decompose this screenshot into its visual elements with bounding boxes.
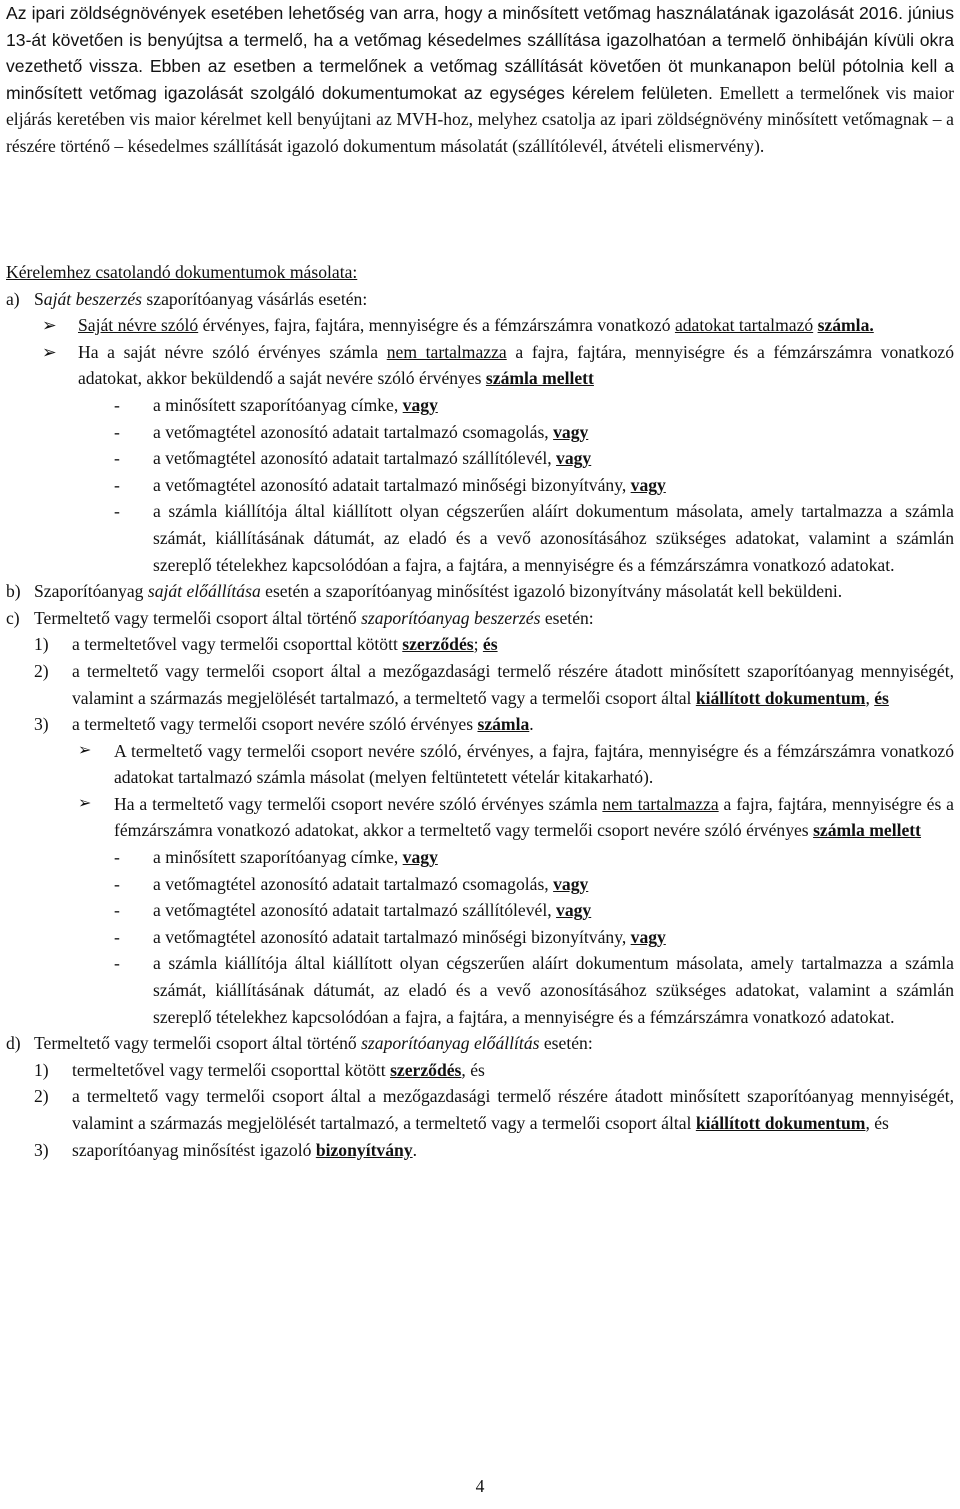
dash-item — [6, 392, 954, 419]
dash-or: vagy — [630, 474, 666, 495]
section-b-label: b) — [6, 581, 21, 602]
section-c-bullet-2 — [6, 791, 954, 844]
item-text — [72, 1083, 954, 1136]
item-and: és — [874, 687, 889, 708]
section-c-bullet-2-text — [114, 791, 954, 844]
dash-bullet: - — [114, 421, 120, 442]
dash-bullet: - — [114, 953, 120, 974]
dash-item-text — [153, 445, 954, 472]
section-c-item-3 — [6, 711, 954, 738]
item-underlined: szerződés — [390, 1059, 462, 1080]
dash-text: a minősített szaporítóanyag címke, — [153, 394, 403, 415]
bullet-text: érvényes, fajra, fajtára, mennyiségre és a fémzárszámra vonatkozó — [198, 315, 675, 336]
dash-or: vagy — [553, 873, 589, 894]
item-after: , és — [865, 1113, 889, 1133]
dash-text: a vetőmagtétel azonosító adatait tartalmazó minőségi bizonyítvány, — [153, 926, 631, 947]
section-b-text — [34, 578, 954, 605]
bullet-underlined: nem tartalmazza — [386, 341, 507, 362]
bullet-bold-underlined: számla. — [817, 315, 874, 336]
item-underlined: kiállított dokumentum — [695, 687, 866, 708]
section-a-bullet-2 — [6, 339, 954, 392]
section-c-item-1 — [6, 631, 954, 658]
item-underlined: kiállított dokumentum — [695, 1113, 866, 1133]
item-plain: a termeltető vagy termelői csoport által a mezőgazdasági termelő részére átadott minősített szaporítóanyag mennyiségét, valamint a származás megjelölését tartalmazó, a termeltető vagy a termelői csoport által — [72, 660, 954, 708]
item-text — [72, 631, 954, 658]
item-number: 1) — [34, 1059, 49, 1080]
item-after: . — [529, 714, 534, 735]
section-c-bullet-1-text: A termeltető vagy termelői csoport nevére szóló, érvényes, a fajra, fajtára, mennyiségre és a fémzárszámra vonatkozó adatokat tartalmazó számla másolat (melyen feltüntetett vételár kitakarható). — [114, 740, 954, 788]
section-b-italic: saját előállítása — [147, 581, 261, 602]
bullet-text: Ha a termeltető vagy termelői csoport nevére szóló érvényes számla — [114, 793, 603, 814]
arrow-bullet-icon: ➢ — [78, 794, 92, 812]
dash-text: a vetőmagtétel azonosító adatait tartalmazó csomagolás, — [153, 873, 554, 894]
dash-bullet: - — [114, 873, 120, 894]
bullet-text: a fajra, fajtára, mennyiségre és a fémzárszámra vonatkozó adatokat, akkor a termeltető vagy termelői csoport nevére szóló érvényes — [114, 793, 954, 841]
dash-item-text — [153, 392, 954, 419]
required-documents-section — [6, 259, 954, 1163]
bullet-text: Ha a saját névre szóló érvényes számla — [78, 341, 387, 362]
section-a-text — [34, 286, 954, 313]
section-d-item-1 — [6, 1057, 954, 1084]
item-plain: szaporítóanyag minősítést igazoló — [72, 1139, 316, 1160]
dash-item-text — [153, 950, 954, 1030]
bullet-underlined: adatokat tartalmazó — [674, 315, 814, 336]
section-a-italic: aját beszerzés — [43, 288, 143, 309]
dash-item — [6, 498, 954, 578]
bullet-underlined: nem tartalmazza — [602, 793, 719, 814]
dash-item — [6, 419, 954, 446]
item-text — [72, 658, 954, 711]
item-number: 3) — [34, 714, 49, 735]
item-text — [72, 711, 954, 738]
item-plain: a termeltető vagy termelői csoport által a mezőgazdasági termelő részére átadott minősített szaporítóanyag mennyiségét, valamint a származás megjelölését tartalmazó, a termeltető vagy a termelői csoport által — [72, 1086, 954, 1133]
section-d-t2: esetén: — [539, 1033, 593, 1054]
dash-text: a minősített szaporítóanyag címke, — [153, 847, 403, 868]
section-a-rest: szaporítóanyag vásárlás esetén: — [142, 288, 368, 309]
intro-text — [6, 0, 954, 160]
page-number: 4 — [475, 1476, 485, 1496]
section-c-t2: esetén: — [540, 607, 594, 628]
dash-or: vagy — [630, 926, 666, 947]
section-c-text — [34, 605, 954, 632]
dash-text: a számla kiállítója által kiállított olyan cégszerűen aláírt dokumentum másolata, amely tartalmazza a számla számát, kiállításának dátumát, az eladó és a vevő azonosításához szükséges adatokat, valamint a számlán szereplő tételekhez kapcsolódóan a fajra, a fajtára, a mennyiségre és a fémzárszámra vonatkozó adatokat. — [153, 501, 954, 575]
arrow-bullet-icon: ➢ — [42, 341, 57, 362]
section-d-t1: Termeltető vagy termelői csoport által történő — [34, 1033, 362, 1054]
bullet-bold-underlined: számla mellett — [485, 368, 594, 389]
section-c-item-2 — [6, 658, 954, 711]
docs-heading-text: Kérelemhez csatolandó dokumentumok másolata: — [6, 262, 358, 282]
item-number: 3) — [34, 1139, 49, 1160]
dash-item-text — [153, 844, 954, 871]
dash-item — [6, 924, 954, 951]
dash-bullet: - — [114, 900, 120, 921]
section-b-t2: esetén a szaporítóanyag minősítést igazoló bizonyítvány másolatát kell beküldeni. — [260, 581, 843, 602]
item-after: , és — [461, 1059, 485, 1080]
dash-or: vagy — [556, 448, 592, 469]
section-c-bullet-1 — [6, 738, 954, 791]
dash-item-text — [153, 897, 954, 924]
dash-bullet: - — [114, 501, 120, 522]
section-a — [6, 286, 954, 313]
intro-paragraph — [6, 0, 954, 160]
item-number: 2) — [34, 660, 49, 681]
dash-text: a számla kiállítója által kiállított olyan cégszerűen aláírt dokumentum másolata, amely tartalmazza a számla számát, kiállításának dátumát, az eladó és a vevő azonosításához szükséges adatokat, valamint a számlán szereplő tételekhez kapcsolódóan a fajra, a fajtára, a mennyiségre és a fémzárszámra vonatkozó adatokat. — [153, 953, 954, 1027]
section-c-dash-list — [6, 844, 954, 1030]
dash-item — [6, 871, 954, 898]
dash-text: a vetőmagtétel azonosító adatait tartalmazó minőségi bizonyítvány, — [153, 474, 631, 495]
section-a-label: a) — [6, 288, 20, 309]
section-c-label: c) — [6, 607, 20, 628]
item-number: 2) — [34, 1086, 49, 1107]
item-plain: a termeltető vagy termelői csoport nevére szóló érvényes — [72, 714, 478, 735]
bullet-bold-underlined: számla mellett — [813, 820, 922, 841]
dash-text: a vetőmagtétel azonosító adatait tartalmazó szállítólevél, — [153, 448, 557, 469]
section-d-text — [34, 1030, 954, 1057]
dash-item — [6, 950, 954, 1030]
section-c-t1: Termeltető vagy termelői csoport által történő — [34, 607, 362, 628]
section-d — [6, 1030, 954, 1057]
dash-or: vagy — [402, 847, 438, 868]
section-d-item-3 — [6, 1137, 954, 1164]
section-d-label: d) — [6, 1033, 21, 1054]
section-c-italic: szaporítóanyag beszerzés — [361, 607, 541, 628]
section-b — [6, 578, 954, 605]
section-a-s: S — [34, 288, 44, 309]
section-b-t1: Szaporítóanyag — [34, 581, 148, 602]
dash-text: a vetőmagtétel azonosító adatait tartalmazó szállítólevél, — [153, 900, 557, 921]
item-plain: a termeltetővel vagy termelői csoporttal kötött — [72, 634, 403, 655]
dash-item-text — [153, 871, 954, 898]
item-underlined: bizonyítvány — [315, 1139, 413, 1160]
item-underlined: szerződés — [402, 634, 474, 655]
dash-or: vagy — [556, 900, 592, 921]
section-a-bullet-1 — [6, 312, 954, 339]
dash-item — [6, 844, 954, 871]
bullet-underlined: Saját névre szóló — [78, 315, 199, 336]
section-d-item-2 — [6, 1083, 954, 1136]
section-a-dash-list — [6, 392, 954, 578]
dash-item-text — [153, 472, 954, 499]
dash-bullet: - — [114, 474, 120, 495]
item-text — [72, 1057, 954, 1084]
item-and: és — [482, 634, 498, 655]
intro-text-part1: Az ipari zöldségnövények esetében lehetőség van arra, hogy a minősített vetőmag használatának igazolását 2016. június 13-át követően is benyújtsa a termelő, ha a vetőmag késedelmes szállítása igazolhatóan a termelő önhibáján kívüli okra vezethető vissza. Ebben az esetben a termelőnek a vetőmag szállítását követően öt munkanapon belül pótolnia kell a minősített vetőmag igazolását szolgáló dokumentumokat az egységes kérelem felületen. — [6, 3, 954, 103]
intro-text-part2: Emellett a termelőnek vis maior eljárás keretében vis maior kérelmet kell benyújtani az MVH-hoz, melyhez csatolja az ipari zöldségnövény minősített vetőmagnak – a részére történő – késedelmes szállítását igazoló dokumentum másolatát (szállítólevél, átvételi elismervény). — [6, 82, 954, 156]
dash-item — [6, 445, 954, 472]
dash-or: vagy — [553, 421, 589, 442]
dash-or: vagy — [402, 394, 438, 415]
item-after: ; — [473, 634, 483, 655]
bullet-text: a fajra, fajtára, mennyiségre és a fémzárszámra vonatkozó adatokat, akkor beküldendő a saját nevére szóló érvényes — [78, 341, 954, 389]
item-plain: termeltetővel vagy termelői csoporttal kötött — [72, 1059, 391, 1080]
dash-item — [6, 897, 954, 924]
dash-item-text — [153, 419, 954, 446]
item-number: 1) — [34, 634, 49, 655]
arrow-bullet-icon: ➢ — [78, 741, 92, 759]
section-a-bullet-1-text — [78, 312, 954, 339]
docs-heading — [6, 259, 954, 286]
dash-item-text — [153, 498, 954, 578]
dash-item — [6, 472, 954, 499]
item-after: . — [412, 1139, 418, 1160]
section-a-bullet-2-text — [78, 339, 954, 392]
dash-bullet: - — [114, 847, 120, 868]
item-after: , — [865, 687, 875, 708]
dash-text: a vetőmagtétel azonosító adatait tartalmazó csomagolás, — [153, 421, 554, 442]
dash-bullet: - — [114, 394, 120, 415]
dash-item-text — [153, 924, 954, 951]
dash-bullet: - — [114, 926, 120, 947]
section-c — [6, 605, 954, 632]
item-underlined: számla — [477, 714, 530, 735]
section-d-italic: szaporítóanyag előállítás — [361, 1033, 540, 1054]
dash-bullet: - — [114, 448, 120, 469]
item-text — [72, 1137, 954, 1164]
arrow-bullet-icon: ➢ — [42, 315, 57, 336]
